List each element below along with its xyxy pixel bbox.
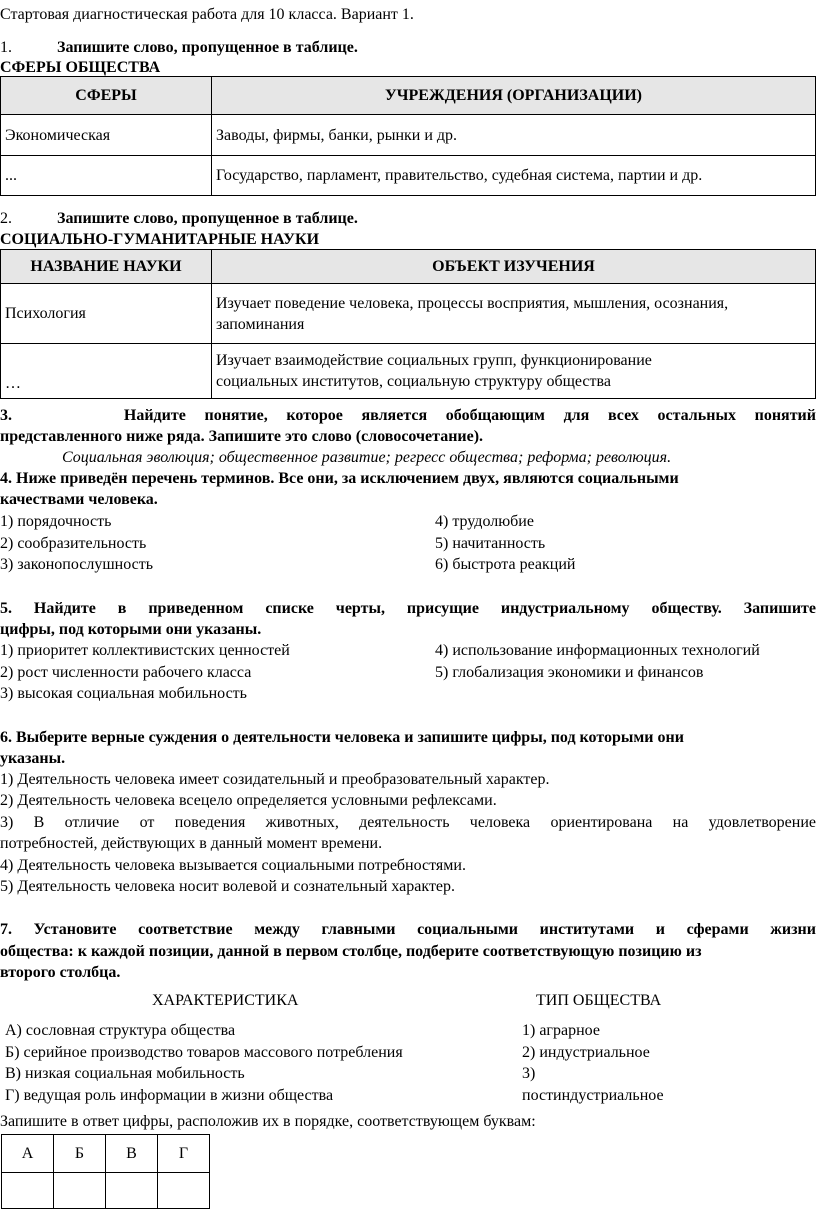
q1-number: 1. [0,39,12,56]
q5-option: 3) высокая социальная мобильность [0,685,247,702]
q2-col-object: ОБЪЕКТ ИЗУЧЕНИЯ [212,250,816,284]
q7-prompt-line2: общества: к каждой позиции, данной в первом столбце, подберите соответствующую позицию из [0,943,702,960]
q6-statement: 4) Деятельность человека вызывается социальными потребностями. [0,857,466,874]
q5-option: 5) глобализация экономики и финансов [435,664,704,681]
q4-option: 1) порядочность [0,513,112,530]
q5-option: 2) рост численности рабочего класса [0,664,252,681]
q1-cell: Экономическая [1,115,212,156]
q7-characteristic: А) сословная структура общества [5,1022,236,1039]
q2-number: 2. [0,210,12,227]
answer-cell-b[interactable] [54,1173,106,1209]
q7-answer-table [1,1134,210,1209]
q6-statement: 2) Деятельность человека всецело определяется условными рефлексами. [0,792,497,809]
q7-answer-prompt: Запишите в ответ цифры, расположив их в порядке, соответствующем буквам: [0,1113,536,1130]
q2-cell-line: Изучает поведение человека, процессы восприятия, мышления, осознания, [216,294,729,312]
answer-letter-g: Г [158,1135,210,1173]
q4-option: 6) быстрота реакций [435,556,576,573]
q1-col-institutions: УЧРЕЖДЕНИЯ (ОРГАНИЗАЦИИ) [212,77,816,115]
q5-option: 1) приоритет коллективистских ценностей [0,642,290,659]
answer-letter-b: Б [54,1135,106,1173]
q1-cell: Заводы, фирмы, банки, рынки и др. [212,115,816,156]
q4-option: 5) начитанность [435,535,546,552]
q6-statement: 1) Деятельность человека имеет созидательный и преобразовательный характер. [0,771,550,788]
q1-table-title: СФЕРЫ ОБЩЕСТВА [0,59,161,76]
q4-option: 4) трудолюбие [435,513,534,530]
q7-characteristic: Б) серийное производство товаров массового потребления [5,1044,403,1061]
q7-society-type: 1) аграрное [522,1022,600,1039]
q4-prompt-line2: качествами человека. [0,491,158,508]
answer-letter-v: В [106,1135,158,1173]
q5-option: 4) использование информационных технологий [435,642,760,659]
q7-prompt-line3: второго столбца. [0,964,121,981]
q5-prompt-line2: цифры, под которыми они указаны. [0,621,262,638]
q1-cell: Государство, парламент, правительство, судебная система, партии и др. [212,156,816,196]
q7-col-characteristic: ХАРАКТЕРИСТИКА [152,992,299,1009]
q4-option: 2) сообразительность [0,535,147,552]
q2-cell-line: социальных институтов, социальную структуру общества [216,373,611,390]
answer-cell-g[interactable] [158,1173,210,1209]
q2-prompt: Запишите слово, пропущенное в таблице. [57,210,358,227]
q6-statement-cont: потребностей, действующих в данный момент времени. [0,835,383,852]
q3-series: Социальная эволюция; общественное развитие; регресс общества; реформа; революция. [62,449,672,466]
q4-prompt-line1: 4. Ниже приведён перечень терминов. Все они, за исключением двух, являются социальными [0,470,679,487]
q1-table [0,76,816,196]
q1-col-spheres: СФЕРЫ [1,77,212,115]
q4-option: 3) законопослушность [0,556,153,573]
q7-col-society-type: ТИП ОБЩЕСТВА [536,992,662,1009]
q6-prompt-line2: указаны. [0,750,66,767]
q7-characteristic: Г) ведущая роль информации в жизни общества [5,1087,334,1104]
q6-statement: 5) Деятельность человека носит волевой и сознательный характер. [0,878,456,895]
q7-society-type: 3) [522,1065,536,1082]
q3-prompt-line2: представленного ниже ряда. Запишите это слово (словосочетание). [0,428,484,445]
q2-col-science: НАЗВАНИЕ НАУКИ [1,250,212,284]
q2-cell-line: запоминания [216,315,305,333]
q2-cell [212,284,816,344]
q7-society-type: постиндустриальное [522,1087,664,1104]
answer-letter-a: А [2,1135,54,1173]
q1-cell-blank: ... [1,156,212,196]
page-header: Стартовая диагностическая работа для 10 класса. Вариант 1. [0,6,414,23]
q5-prompt-line1: 5. Найдите в приведенном списке черты, присущие индустриальному обществу. Запишите [0,600,816,617]
answer-cell-a[interactable] [2,1173,54,1209]
q6-statement: 3) В отличие от поведения животных, деятельность человека ориентирована на удовлетворение [0,814,816,831]
q7-society-type: 2) индустриальное [522,1044,650,1061]
q6-prompt-line1: 6. Выберите верные суждения о деятельности человека и запишите цифры, под которыми они [0,729,684,746]
q2-cell-blank: … [1,344,212,399]
q2-cell [212,344,816,399]
answer-cell-v[interactable] [106,1173,158,1209]
q7-prompt-line1: 7. Установите соответствие между главными социальными институтами и сферами жизни [0,921,816,938]
q3-prompt-line1: 3. Найдите понятие, которое является обобщающим для всех остальных понятий [0,407,816,424]
q2-cell-line: Изучает взаимодействие социальных групп, функционирование [216,352,652,369]
q2-table [0,249,816,399]
q7-characteristic: В) низкая социальная мобильность [5,1065,245,1082]
q2-cell: Психология [1,284,212,344]
q2-table-title: СОЦИАЛЬНО-ГУМАНИТАРНЫЕ НАУКИ [0,231,320,248]
q1-prompt: Запишите слово, пропущенное в таблице. [57,39,358,56]
